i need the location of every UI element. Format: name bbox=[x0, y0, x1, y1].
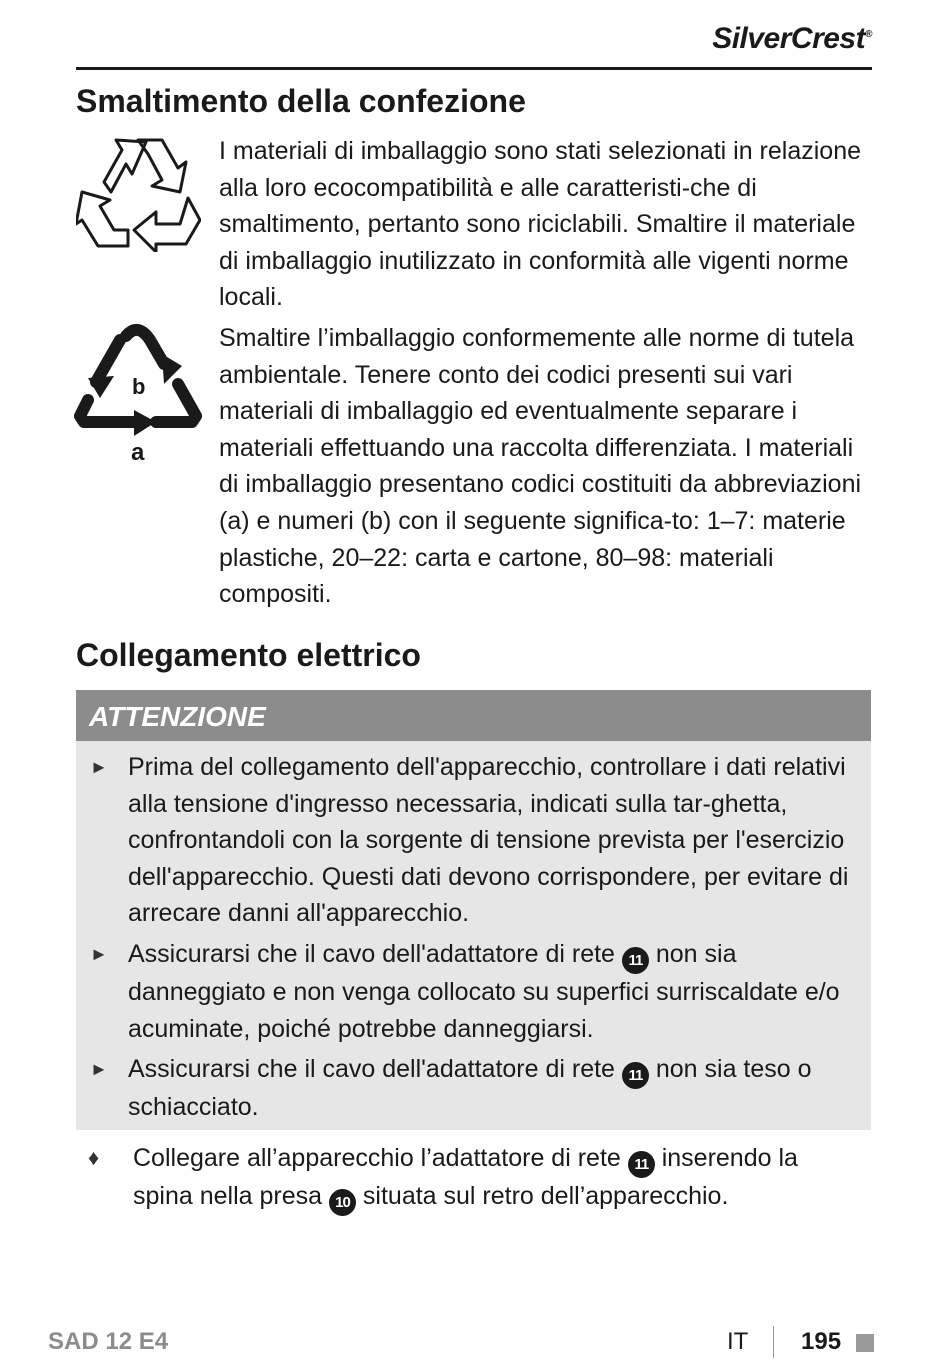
footer-square-icon bbox=[856, 1334, 874, 1352]
warning-item bbox=[90, 749, 863, 932]
warning-item-text: Assicurarsi che il cavo dell'adattatore di rete bbox=[128, 1055, 615, 1083]
action-text: Collegare all’apparecchio l’adattatore di rete bbox=[133, 1144, 621, 1172]
arrow-bullet-icon: ► bbox=[90, 1059, 108, 1079]
warning-heading: ATTENZIONE bbox=[76, 690, 871, 741]
code-label-a: a bbox=[131, 439, 145, 466]
warning-box bbox=[76, 690, 871, 1130]
warning-item-text: Assicurarsi che il cavo dell'adattatore di rete bbox=[128, 940, 615, 968]
footer-language-code: IT bbox=[727, 1328, 749, 1355]
reference-number-badge: 10 bbox=[329, 1189, 356, 1216]
action-text: inserendo la spina nella presa bbox=[133, 1144, 798, 1210]
section-title-packaging-disposal: Smaltimento della confezione bbox=[76, 83, 526, 119]
section-title-electrical-connection: Collegamento elettrico bbox=[76, 637, 421, 673]
footer-model-number: SAD 12 E4 bbox=[48, 1328, 169, 1355]
warning-item bbox=[90, 936, 863, 1047]
warning-item-text: non sia teso o schiacciato. bbox=[128, 1055, 812, 1121]
footer-page-number: 195 bbox=[801, 1328, 842, 1355]
action-step bbox=[133, 1140, 863, 1216]
diamond-bullet-icon: ♦ bbox=[88, 1145, 100, 1170]
packaging-materials-paragraph: I materiali di imballaggio sono stati selezionati in relazione alla loro ecocompatibilità e alle caratteristi-che di smaltimento, pertanto sono riciclabili. Smaltire il materiale di imballaggio inutilizzato in conformità alle vigenti norme locali. bbox=[219, 137, 862, 312]
reference-number-badge: 11 bbox=[622, 947, 649, 974]
brand-logo: SilverCrest® bbox=[712, 22, 872, 55]
arrow-bullet-icon: ► bbox=[90, 944, 108, 964]
code-label-b: b bbox=[132, 374, 146, 399]
recycle-icon bbox=[76, 134, 201, 252]
header-rule bbox=[76, 67, 872, 70]
action-text: situata sul retro dell’apparecchio. bbox=[362, 1182, 729, 1210]
warning-item-text: Prima del collegamento dell'apparecchio, controllare i dati relativi alla tensione d'ingresso necessaria, indicati sulla tar-ghetta, confrontandoli con la sorgente di tensione prevista per l'esercizio dell'apparecchio. Questi dati devono corrispondere, per evitare di arrecare danni all'apparecchio. bbox=[128, 753, 849, 928]
reference-number-badge: 11 bbox=[622, 1062, 649, 1089]
recycling-code-triangle-icon bbox=[74, 318, 202, 468]
reference-number-badge: 11 bbox=[628, 1151, 655, 1178]
warning-item-text: non sia danneggiato e non venga collocato su superfici surriscaldate e/o acuminate, poiché potrebbe danneggiarsi. bbox=[128, 940, 840, 1043]
footer-divider bbox=[773, 1326, 774, 1358]
arrow-bullet-icon: ► bbox=[90, 757, 108, 777]
warning-item bbox=[90, 1051, 863, 1126]
packaging-codes-paragraph: Smaltire l’imballaggio conformemente alle norme di tutela ambientale. Tenere conto dei codici presenti sui vari materiali di imballaggio ed eventualmente separare i materiali effettuando una raccolta differenziata. I materiali di imballaggio presentano codici costituiti da abbreviazioni (a) e numeri (b) con il seguente significa-to: 1–7: materie plastiche, 20–22: carta e cartone, 80–98: materiali compositi. bbox=[219, 324, 862, 609]
